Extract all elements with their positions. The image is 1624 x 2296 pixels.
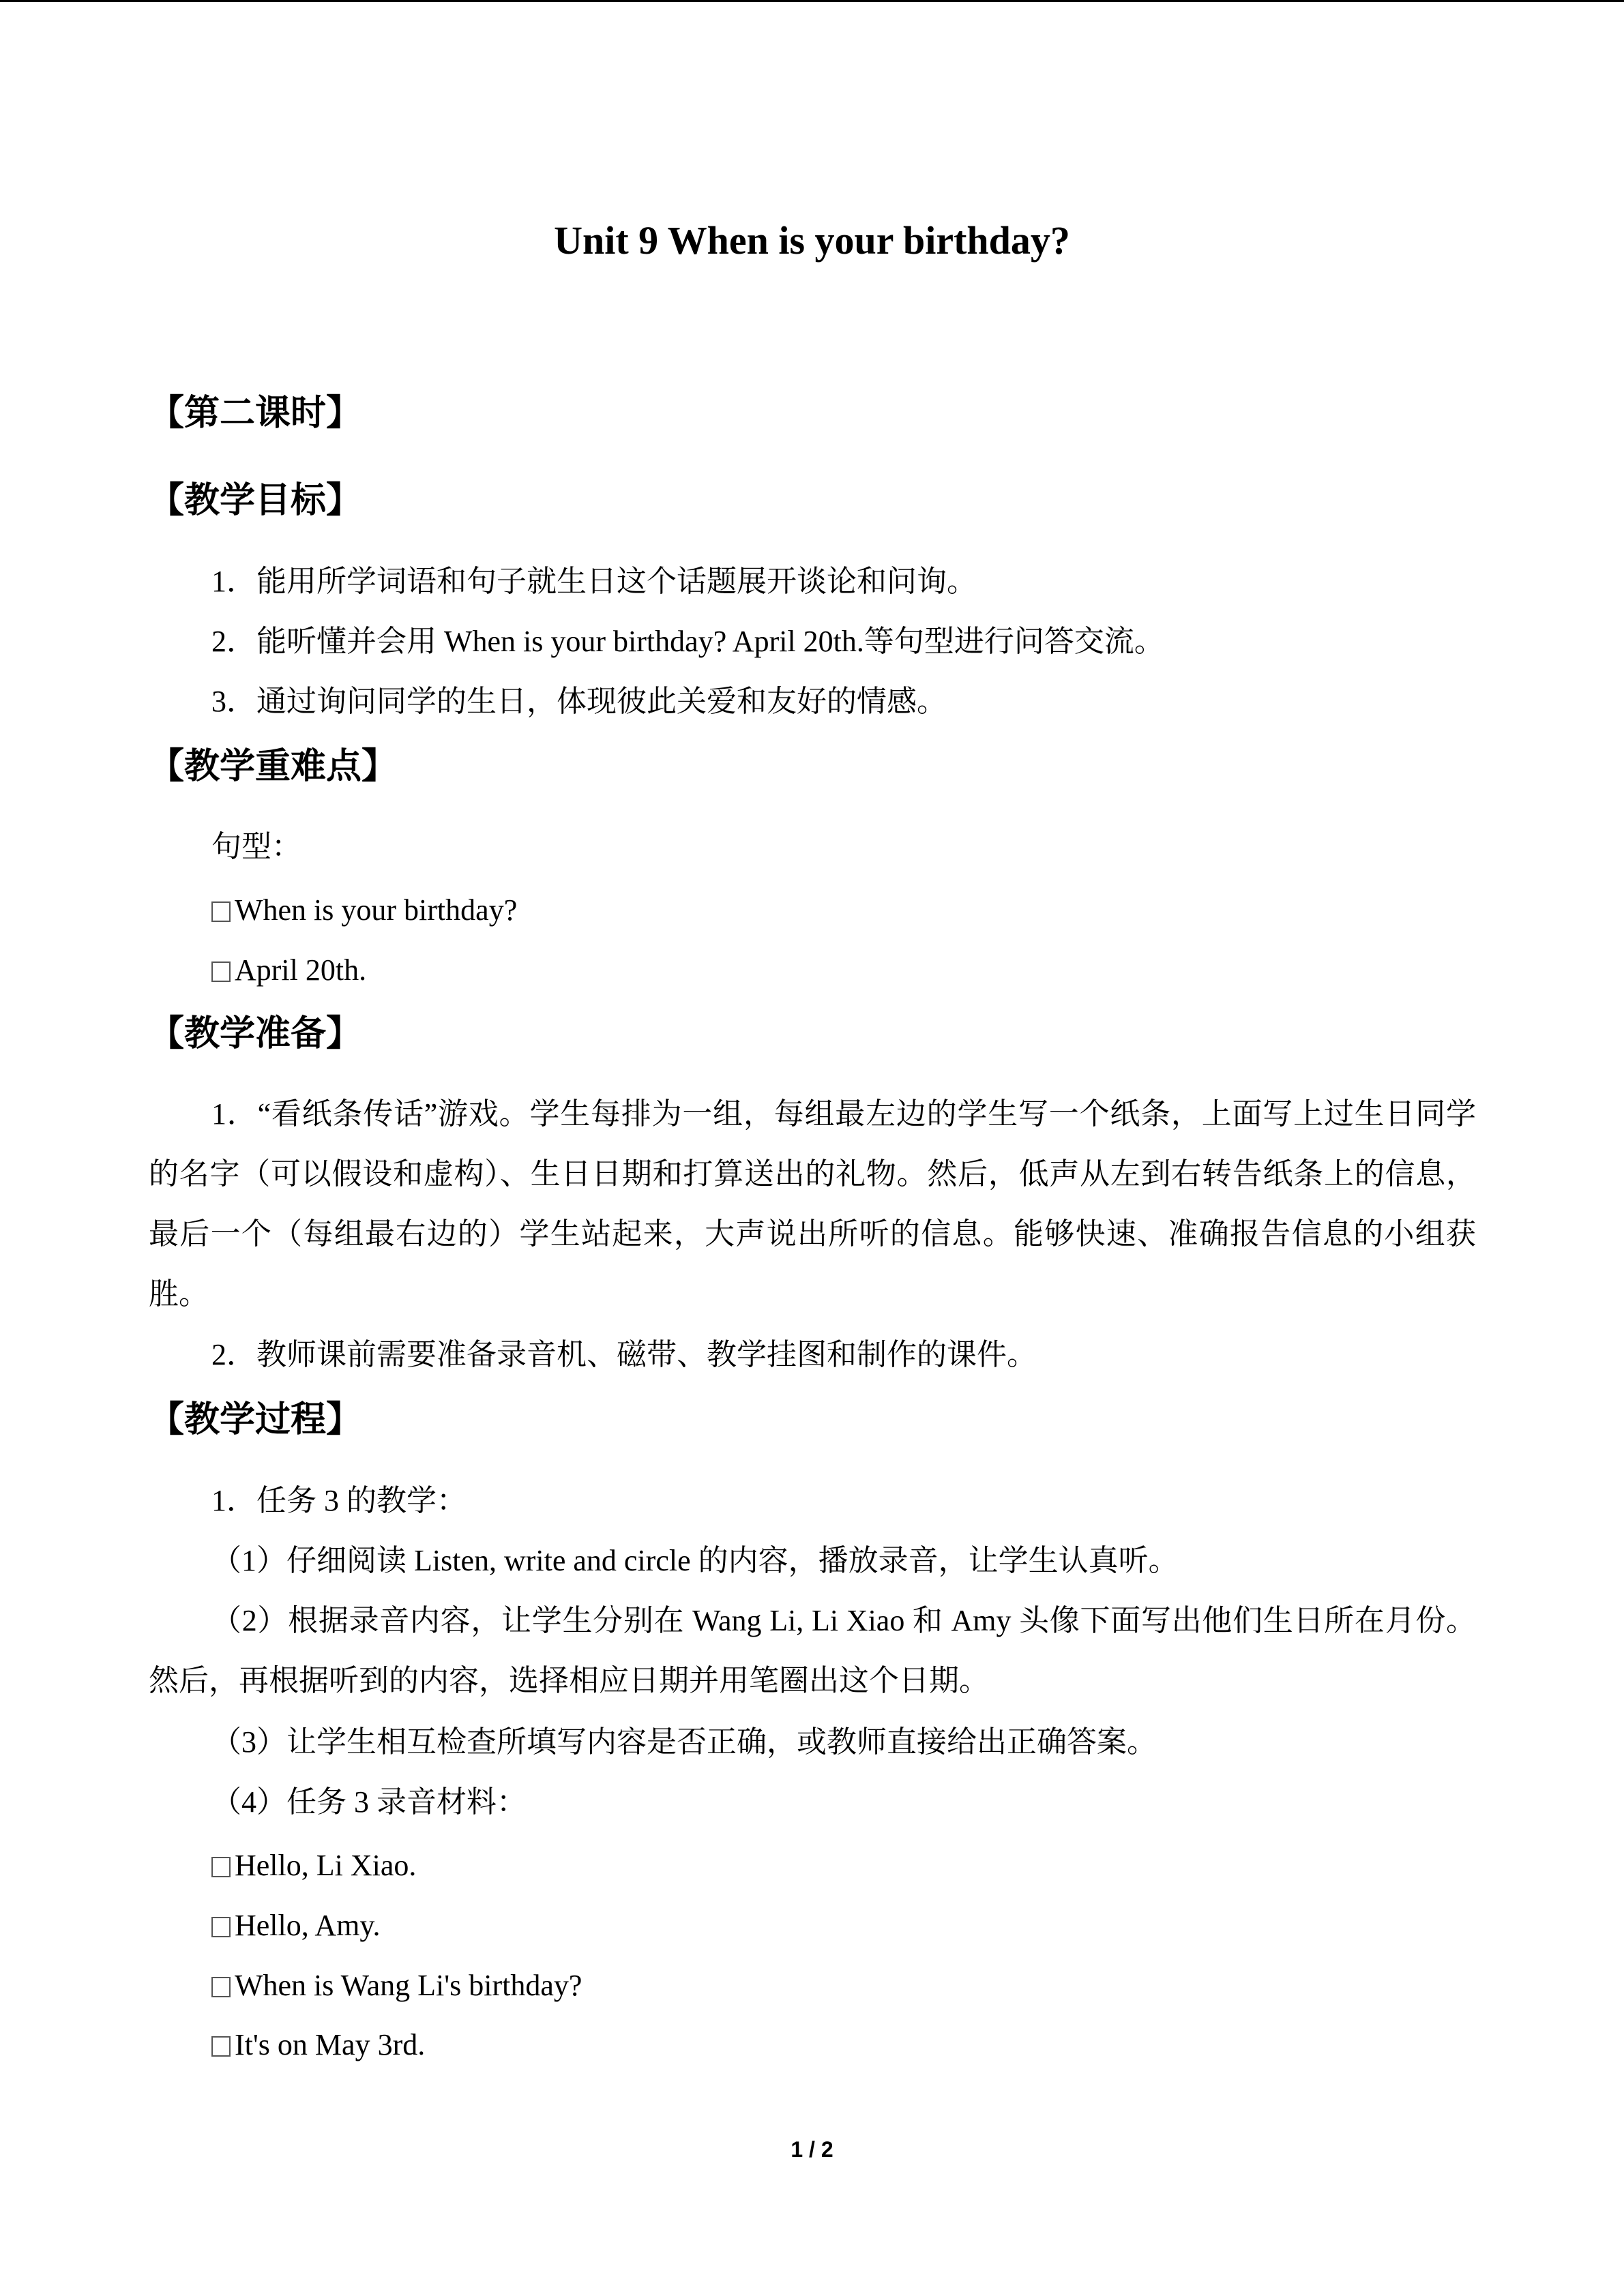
heading-key-points: 【教学重难点】 (149, 746, 398, 787)
empty-box-icon (211, 961, 231, 982)
dialogue-text: It's on May 3rd. (235, 2028, 426, 2061)
empty-box-icon (211, 901, 231, 922)
objective-item-1: 1．能用所学词语和句子就生日这个话题展开谈论和问询。 (211, 565, 977, 598)
preparation-paragraph-1: 1．“看纸条传话”游戏。学生每排为一组，每组最左边的学生写一个纸条，上面写上过生日同学的名字（可以假设和虚构）、生日日期和打算送出的礼物。然后，低声从左到右转告纸条上的信息，最后一个（每组最右边的）学生站起来，大声说出所听的信息。能够快速、准确报告信息的小组获胜。 (149, 1097, 1476, 1311)
process-step-1: （1）仔细阅读 Listen, write and circle 的内容，播放录音，让学生认真听。 (211, 1544, 1179, 1577)
dialogue-text: Hello, Li Xiao. (235, 1849, 417, 1882)
dialogue-text: When is Wang Li's birthday? (235, 1969, 582, 2002)
objective-item-2: 2．能听懂并会用 When is your birthday? April 20th.等句型进行问答交流。 (211, 625, 1164, 658)
empty-box-icon (211, 1857, 231, 1877)
empty-box-icon (211, 1977, 231, 1997)
objective-item-3: 3．通过询问同学的生日，体现彼此关爱和友好的情感。 (211, 685, 947, 718)
document-title: Unit 9 When is your birthday? (554, 218, 1070, 263)
heading-objectives: 【教学目标】 (149, 480, 362, 521)
key-sentence-text: April 20th. (235, 953, 367, 987)
dialogue-line-2 (211, 1903, 380, 1948)
process-task-title: 1．任务 3 的教学： (211, 1484, 467, 1517)
heading-lesson-period: 【第二课时】 (149, 393, 362, 434)
process-step-3: （3）让学生相互检查所填写内容是否正确，或教师直接给出正确答案。 (211, 1725, 1157, 1759)
heading-preparation: 【教学准备】 (149, 1013, 362, 1054)
heading-process: 【教学过程】 (149, 1399, 362, 1440)
page-number: 1 / 2 (791, 2137, 833, 2162)
key-sentence-1 (211, 888, 517, 933)
empty-box-icon (211, 2036, 231, 2057)
dialogue-text: Hello, Amy. (235, 1909, 381, 1942)
key-sentence-text: When is your birthday? (235, 893, 518, 927)
process-step-2: （2）根据录音内容，让学生分别在 Wang Li, Li Xiao 和 Amy 头像下面写出他们生日所在月份。然后，再根据听到的内容，选择相应日期并用笔圈出这个日期。 (149, 1604, 1476, 1697)
process-step-4: （4）任务 3 录音材料： (211, 1785, 527, 1819)
empty-box-icon (211, 1917, 231, 1937)
dialogue-line-1 (211, 1843, 416, 1888)
preparation-paragraph-2: 2．教师课前需要准备录音机、磁带、教学挂图和制作的课件。 (211, 1338, 1037, 1371)
key-points-label: 句型： (211, 830, 301, 863)
dialogue-line-3 (211, 1963, 582, 2008)
dialogue-line-4 (211, 2023, 425, 2068)
key-sentence-2 (211, 948, 366, 993)
